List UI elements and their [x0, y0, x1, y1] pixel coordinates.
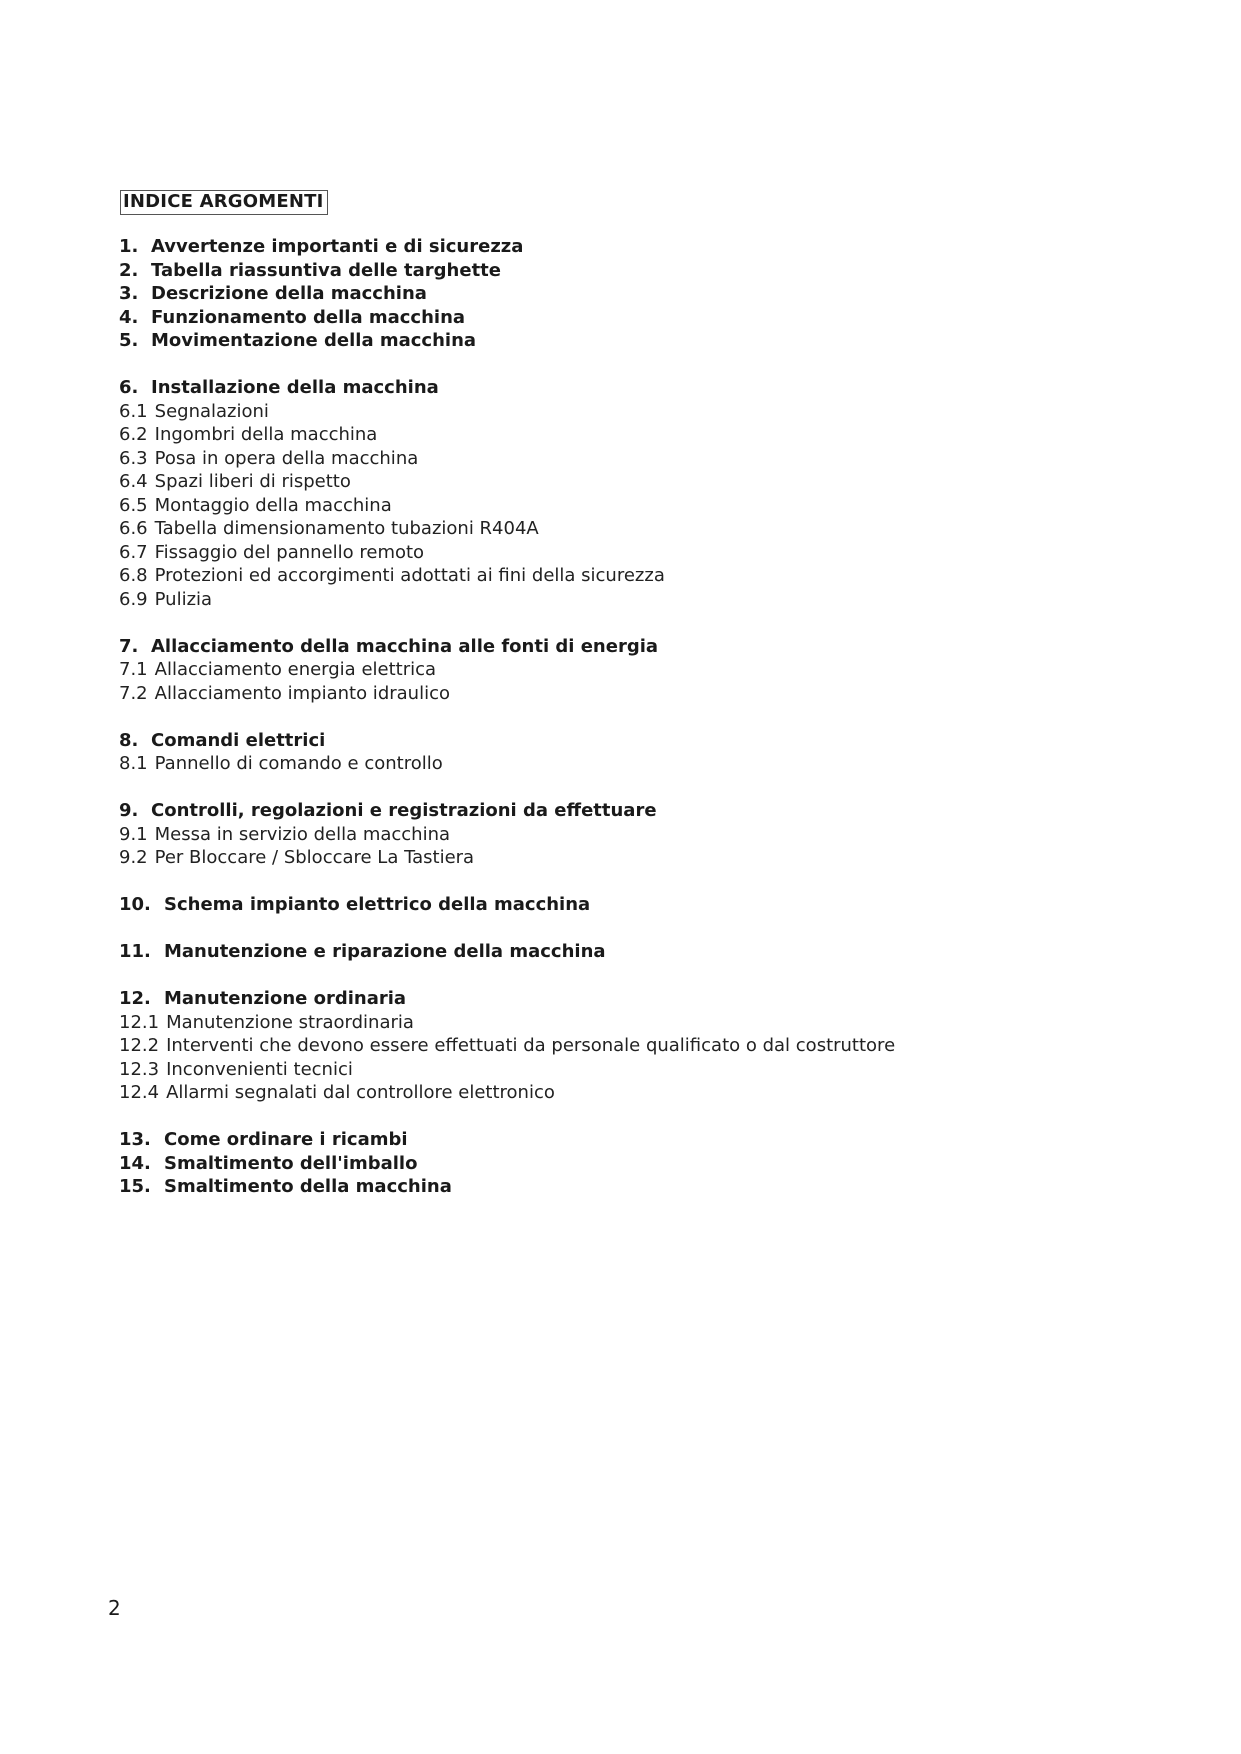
toc-entry-text: Allacciamento energia elettrica — [154, 659, 437, 680]
toc-entry-number: 12.3 — [119, 1058, 160, 1080]
page-number: 2 — [108, 1596, 121, 1620]
toc-entry — [119, 235, 1119, 259]
toc-subentry — [119, 752, 1119, 776]
toc-subentry — [119, 823, 1119, 847]
toc-entry-text: Funzionamento della macchina — [151, 306, 466, 328]
toc-entry-text: Tabella dimensionamento tubazioni R404A — [154, 518, 539, 539]
toc-entry-number: 6.6 — [119, 518, 148, 539]
toc-entry-text: Protezioni ed accorgimenti adottati ai fini della sicurezza — [154, 565, 665, 586]
toc-entry-text: Come ordinare i ricambi — [164, 1129, 408, 1150]
toc-entry — [119, 329, 1119, 353]
table-of-contents — [119, 235, 1119, 1199]
toc-entry-text: Smaltimento della macchina — [164, 1176, 452, 1197]
toc-entry-text: Descrizione della macchina — [151, 283, 427, 304]
toc-entry-number: 7.1 — [119, 659, 148, 680]
toc-entry-text: Per Bloccare / Sbloccare La Tastiera — [154, 847, 475, 868]
toc-entry-text: Comandi elettrici — [151, 729, 326, 751]
toc-entry — [119, 893, 1119, 917]
toc-subentry — [119, 1058, 1119, 1082]
toc-entry-number: 6.1 — [119, 400, 148, 422]
toc-entry-number: 6.2 — [119, 424, 148, 445]
toc-entry-number: 8.1 — [119, 753, 148, 774]
toc-entry-text: Avvertenze importanti e di sicurezza — [151, 236, 524, 257]
toc-entry-text: Allarmi segnalati dal controllore elettronico — [166, 1082, 555, 1103]
toc-entry — [119, 987, 1119, 1011]
toc-entry-text: Posa in opera della macchina — [154, 447, 419, 469]
toc-entry-text: Installazione della macchina — [151, 377, 439, 398]
toc-entry — [119, 1128, 1119, 1152]
toc-entry-text: Inconvenienti tecnici — [166, 1058, 353, 1080]
toc-entry-number: 11. — [119, 941, 151, 962]
toc-entry-number: 3. — [119, 283, 139, 304]
toc-entry-number: 6.3 — [119, 447, 148, 469]
toc-entry — [119, 259, 1119, 283]
toc-entry-text: Fissaggio del pannello remoto — [154, 541, 425, 563]
toc-subentry — [119, 517, 1119, 541]
toc-entry-number: 2. — [119, 259, 139, 281]
toc-entry-number: 6.7 — [119, 541, 148, 563]
toc-subentry — [119, 423, 1119, 447]
toc-entry — [119, 729, 1119, 753]
toc-entry — [119, 940, 1119, 964]
toc-subentry — [119, 447, 1119, 471]
toc-subentry — [119, 1081, 1119, 1105]
toc-entry-number: 13. — [119, 1129, 151, 1150]
toc-entry-number: 4. — [119, 306, 139, 328]
toc-entry — [119, 799, 1119, 823]
toc-subentry — [119, 470, 1119, 494]
toc-entry — [119, 376, 1119, 400]
toc-entry-text: Montaggio della macchina — [154, 494, 392, 516]
toc-entry-text: Manutenzione ordinaria — [164, 988, 407, 1009]
toc-entry-text: Pulizia — [154, 588, 213, 610]
toc-entry-number: 6. — [119, 377, 139, 398]
toc-subentry — [119, 1034, 1119, 1058]
toc-entry-number: 15. — [119, 1176, 151, 1197]
toc-entry-text: Allacciamento impianto idraulico — [154, 682, 450, 704]
toc-subentry — [119, 588, 1119, 612]
toc-entry-text: Ingombri della macchina — [154, 424, 378, 445]
toc-entry-text: Tabella riassuntiva delle targhette — [151, 259, 501, 281]
toc-entry-number: 1. — [119, 236, 139, 257]
toc-entry-text: Movimentazione della macchina — [151, 330, 477, 351]
toc-entry-text: Manutenzione straordinaria — [166, 1011, 414, 1033]
toc-entry-number: 10. — [119, 894, 151, 915]
toc-entry-text: Allacciamento della macchina alle fonti di energia — [151, 635, 659, 657]
toc-subentry — [119, 541, 1119, 565]
toc-subentry — [119, 846, 1119, 870]
toc-entry-number: 6.9 — [119, 588, 148, 610]
toc-subentry — [119, 1011, 1119, 1035]
toc-entry — [119, 1152, 1119, 1176]
toc-entry-number: 8. — [119, 729, 139, 751]
toc-entry-number: 6.5 — [119, 494, 148, 516]
toc-entry-number: 12.1 — [119, 1011, 160, 1033]
toc-entry-number: 5. — [119, 330, 139, 351]
toc-subentry — [119, 494, 1119, 518]
toc-entry — [119, 306, 1119, 330]
toc-entry-number: 12. — [119, 988, 151, 1009]
toc-entry-number: 9.2 — [119, 847, 148, 868]
toc-entry-number: 6.4 — [119, 471, 148, 492]
toc-entry-number: 14. — [119, 1152, 151, 1174]
toc-entry — [119, 1175, 1119, 1199]
toc-title: INDICE ARGOMENTI — [120, 190, 328, 215]
toc-entry-number: 6.8 — [119, 565, 148, 586]
toc-entry-text: Messa in servizio della macchina — [154, 823, 451, 845]
toc-entry-number: 12.2 — [119, 1035, 160, 1056]
toc-entry-number: 9. — [119, 800, 139, 821]
toc-entry-number: 7.2 — [119, 682, 148, 704]
toc-entry-text: Schema impianto elettrico della macchina — [164, 894, 591, 915]
toc-entry-text: Segnalazioni — [154, 400, 269, 422]
toc-subentry — [119, 564, 1119, 588]
toc-entry-number: 9.1 — [119, 823, 148, 845]
toc-entry — [119, 282, 1119, 306]
toc-subentry — [119, 682, 1119, 706]
toc-entry-number: 7. — [119, 635, 139, 657]
toc-entry-text: Controlli, regolazioni e registrazioni da effettuare — [151, 800, 657, 821]
toc-entry-text: Pannello di comando e controllo — [154, 753, 443, 774]
toc-subentry — [119, 400, 1119, 424]
toc-entry-text: Spazi liberi di rispetto — [154, 471, 351, 492]
toc-entry-number: 12.4 — [119, 1082, 160, 1103]
toc-entry-text: Manutenzione e riparazione della macchina — [164, 941, 606, 962]
toc-entry-text: Interventi che devono essere effettuati da personale qualificato o dal costruttore — [166, 1035, 896, 1056]
toc-subentry — [119, 658, 1119, 682]
toc-entry — [119, 635, 1119, 659]
toc-entry-text: Smaltimento dell'imballo — [164, 1152, 418, 1174]
